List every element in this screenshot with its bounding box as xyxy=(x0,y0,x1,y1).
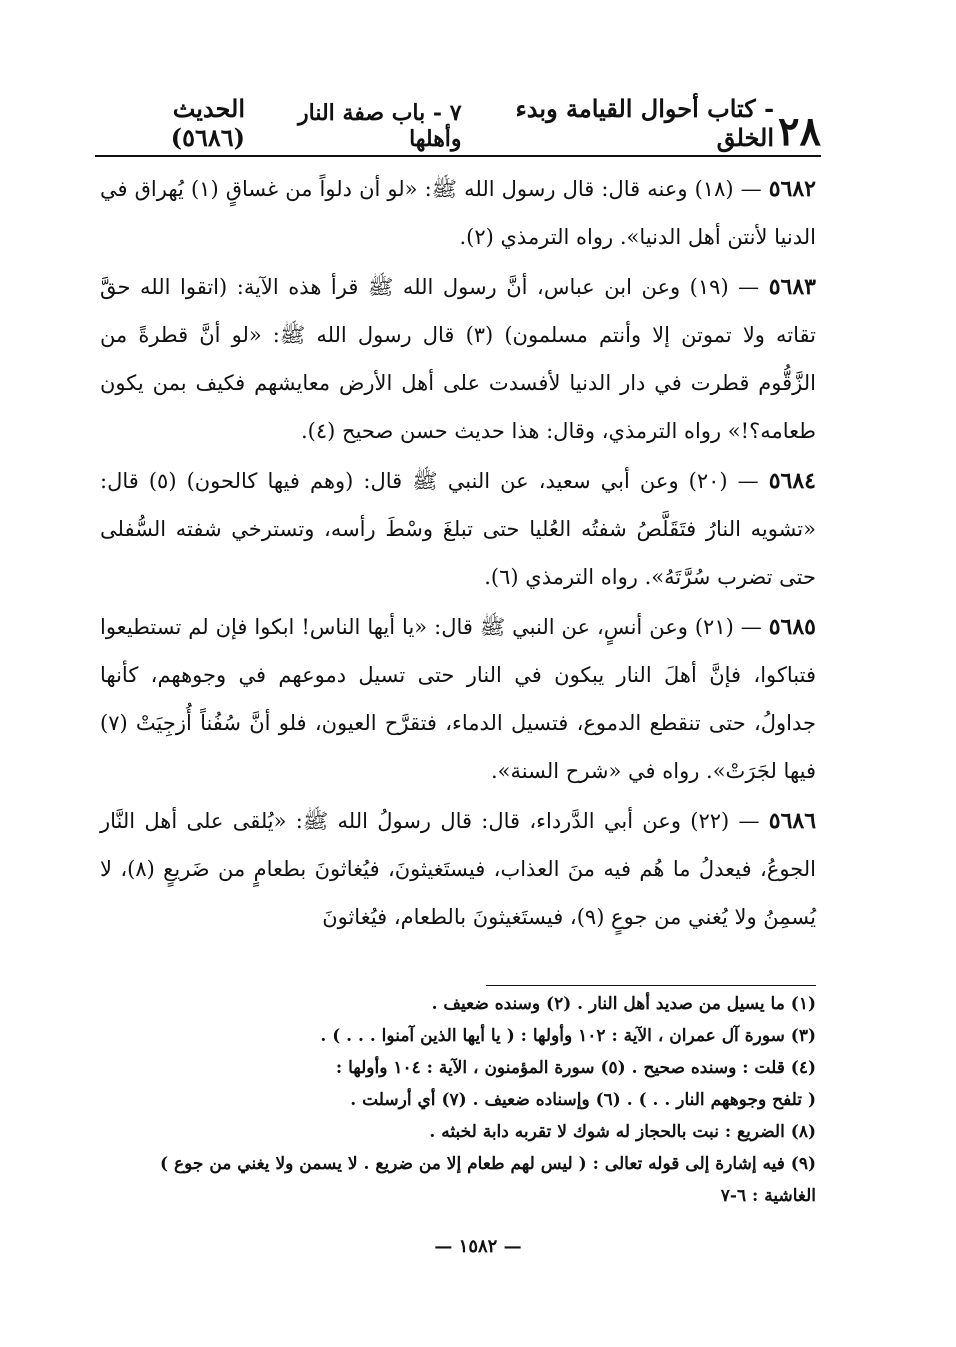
footnote-line: (٩) فيه إشارة إلى قوله تعالى : ( ليس لهم طعام إلا من ضريع . لا يسمن ولا يغني من جوع ) xyxy=(160,1154,816,1174)
header-part-number: ٢٨ xyxy=(778,108,821,155)
footnote-line: ( تلفح وجوههم النار . . ) . (٦) وإسناده ضعيف . (٧) أي أرسلت . xyxy=(350,1090,816,1110)
hadith-text: — (٢٢) وعن أبي الدَّرداء، قال: قال رسولُ الله ﷺ: «يُلقى على أهل النَّار الجوعُ، فيعدلُ ما هُم فيه منَ العذاب، فيستَغيثونَ، فيُغاثونَ بطعامٍ من ضَريعٍ (٨)، لا يُسمِنُ ولا يُغني من جوعٍ (٩)، فيستَغيثونَ بالطعام، فيُغاثونَ xyxy=(100,809,816,929)
header-book-group xyxy=(462,94,821,155)
hadith-number: ٥٦٨٥ xyxy=(768,614,816,640)
hadith-5686 xyxy=(100,797,816,941)
hadith-text: — (١٩) وعن ابن عباس، أنَّ رسول الله ﷺ قرأ هذه الآية: (اتقوا الله حقَّ تقاته ولا تموتن إلا وأنتم مسلمون) (٣) قال رسول الله ﷺ: «لو أنَّ قطرةً من الزَّقُّوم قطرت في دار الدنيا لأفسدت على أهل الأرض معايشهم فكيف بمن يكون طعامه؟!» رواه الترمذي، وقال: هذا حديث حسن صحيح (٤). xyxy=(100,275,816,443)
hadith-number: ٥٦٨٣ xyxy=(768,274,816,300)
header-chapter-title: ٧ - باب صفة النار وأهلها xyxy=(298,100,462,152)
footnote-line: الغاشية : ٦-٧ xyxy=(720,1186,816,1206)
page-number: — ١٥٨٢ — xyxy=(434,1236,522,1257)
footnote-line: (١) ما يسيل من صديد أهل النار . (٢) وسنده ضعيف . xyxy=(431,994,816,1014)
hadith-5682 xyxy=(100,165,816,261)
header-book-title: - كتاب أحوال القيامة وبدء الخلق xyxy=(515,94,775,152)
hadith-text: — (٢٠) وعن أبي سعيد، عن النبي ﷺ قال: (وهم فيها كالحون) (٥) قال: «تشويه النارُ فتَقَلَّصُ شفتُه العُليا حتى تبلغَ وسْطَ رأسه، وتسترخي شفته السُّفلى حتى تضرب سُرَّتَهُ». رواه الترمذي (٦). xyxy=(100,469,816,589)
footnote-line: (٣) سورة آل عمران ، الآية : ١٠٢ وأولها : ( يا أيها الذين آمنوا . . . ) . xyxy=(320,1026,816,1046)
hadith-body xyxy=(100,165,816,943)
hadith-5685 xyxy=(100,603,816,795)
header-divider xyxy=(95,155,821,157)
header-hadith-range: الحديث (٥٦٨٦) xyxy=(170,94,246,152)
hadith-number: ٥٦٨٤ xyxy=(768,468,816,494)
running-header xyxy=(95,92,821,155)
hadith-5684 xyxy=(100,457,816,601)
hadith-number: ٥٦٨٢ xyxy=(768,176,816,202)
hadith-5683 xyxy=(100,263,816,455)
footnotes xyxy=(100,988,816,1212)
hadith-number: ٥٦٨٦ xyxy=(768,808,817,834)
footnote-line: (٨) الضريع : نبت بالحجاز له شوك لا تقربه دابة لخبثه . xyxy=(429,1122,816,1142)
footnote-line: (٤) قلت : وسنده صحيح . (٥) سورة المؤمنون ، الآية : ١٠٤ وأولها : xyxy=(335,1058,816,1078)
hadith-text: — (١٨) وعنه قال: قال رسول الله ﷺ: «لو أن دلواً من غساقٍ (١) يُهراق في الدنيا لأنتن أهل الدنيا». رواه الترمذي (٢). xyxy=(100,177,816,249)
footnote-divider xyxy=(486,985,816,986)
hadith-text: — (٢١) وعن أنسٍ، عن النبي ﷺ قال: «يا أيها الناس! ابكوا فإن لم تستطيعوا فتباكوا، فإنَّ أهلَ النار يبكون في النار حتى تسيل دموعهم في وجوههم، كأنها جداولُ، حتى تنقطع الدموع، فتسيل الدماء، فتقرَّح العيون، فلو أنَّ سُفُناً أُزجِيَتْ (٧) فيها لجَرَتْ». رواه في «شرح السنة». xyxy=(100,615,816,783)
